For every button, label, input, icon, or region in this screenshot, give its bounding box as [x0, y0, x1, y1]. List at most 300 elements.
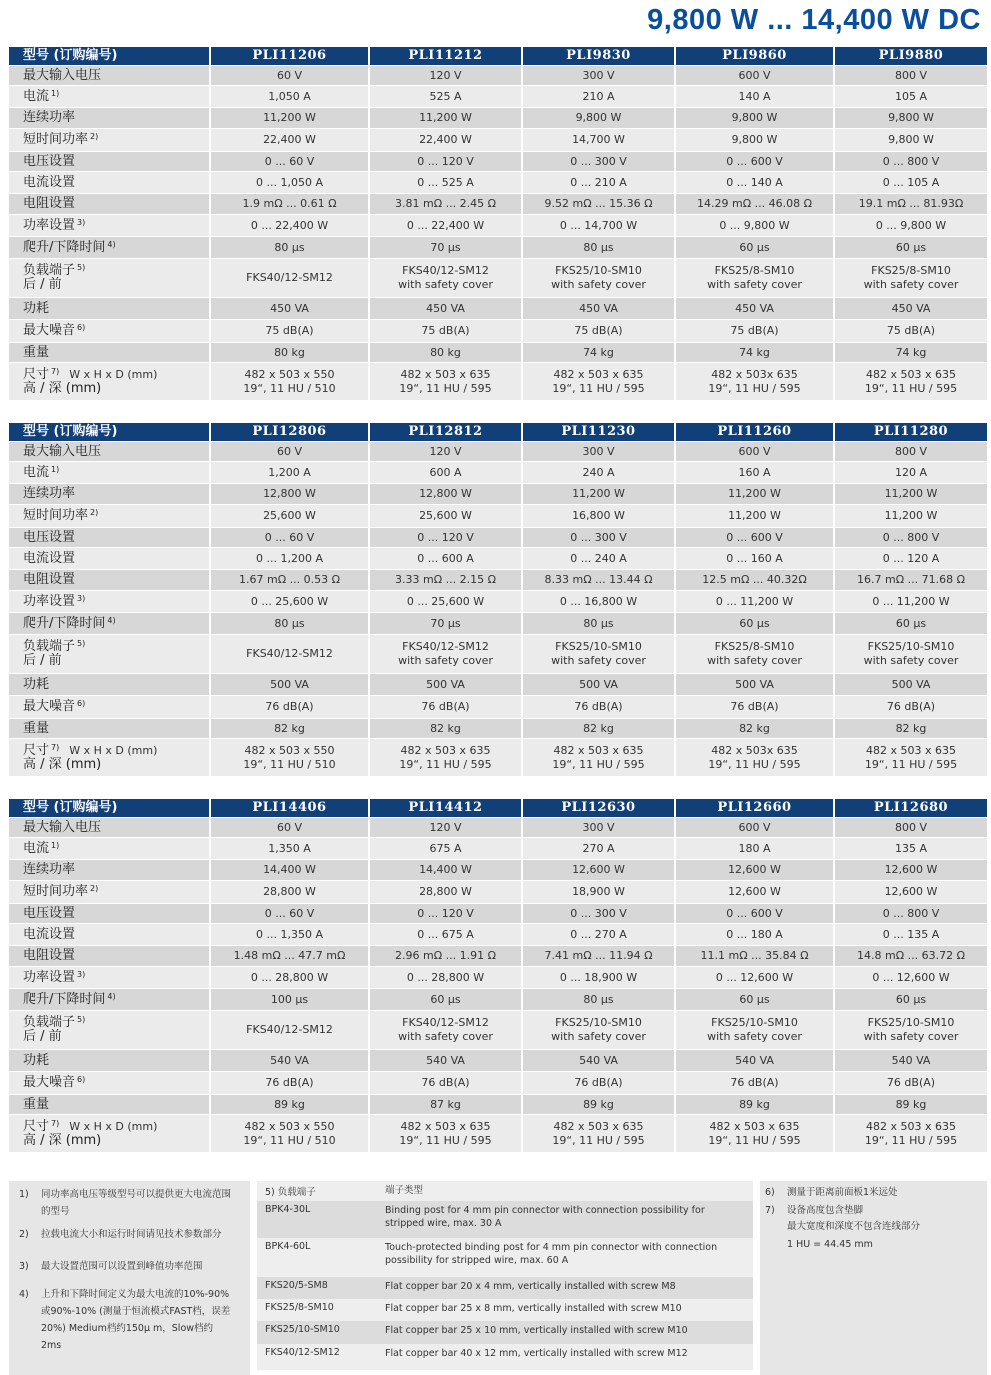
spec-value-text: 76 dB(A) — [886, 700, 936, 713]
spec-value-text: 0 ... 1,050 A — [256, 175, 323, 189]
spec-value-text: 540 VA — [579, 1053, 618, 1067]
spec-value — [368, 129, 521, 152]
spec-value — [833, 570, 987, 591]
spec-value-line2: with safety cover — [398, 654, 493, 667]
model-name: PLI9830 — [521, 47, 674, 66]
spec-value-text: FKS25/8-SM10 — [714, 264, 795, 277]
spec-value — [674, 259, 833, 298]
spec-value — [521, 591, 674, 613]
spec-row-noise — [9, 320, 987, 343]
spec-value-text: 87 kg — [430, 1097, 461, 1111]
spec-value — [521, 528, 674, 548]
row-label-text: 负载端子 — [23, 1015, 76, 1030]
row-label-text: 连续功率 — [23, 486, 76, 501]
row-label-text: 电压设置 — [23, 905, 76, 921]
spec-value — [521, 298, 674, 320]
spec-value — [209, 505, 368, 528]
spec-value-text: 482 x 503 x 635 — [553, 743, 644, 757]
spec-value — [521, 635, 674, 674]
spec-value — [521, 505, 674, 528]
spec-table — [9, 47, 987, 401]
spec-value-line2: with safety cover — [707, 278, 802, 291]
footnote-ref: 7) — [51, 742, 60, 752]
footnote-ref: 7) — [51, 1118, 60, 1128]
spec-value-text: 0 ... 180 A — [726, 927, 783, 941]
footnote-ref: 5) — [77, 263, 86, 272]
spec-value — [521, 1095, 674, 1115]
spec-value-text: 25,600 W — [419, 509, 472, 522]
spec-value — [368, 152, 521, 172]
spec-value-text: 9,800 W — [888, 111, 934, 124]
spec-value — [209, 818, 368, 838]
row-label — [9, 904, 209, 924]
spec-value-text: 482 x 503x 635 — [711, 743, 798, 757]
row-label-text: 爬升/下降时间 — [23, 239, 106, 255]
row-label — [9, 739, 209, 777]
model-label: 型号 (订购编号) — [9, 47, 209, 66]
spec-value — [833, 591, 987, 613]
spec-value-text: 0 ... 22,400 W — [406, 218, 485, 232]
spec-value — [209, 484, 368, 505]
spec-value — [674, 484, 833, 505]
spec-value-text: 14.29 mΩ ... 46.08 Ω — [697, 197, 812, 210]
row-label-text: 爬升/下降时间 — [23, 615, 106, 631]
spec-value — [209, 924, 368, 946]
spec-value-text: 22,400 W — [263, 133, 316, 146]
spec-value-text: 482 x 503 x 635 — [709, 1119, 800, 1133]
spec-value-text: 75 dB(A) — [265, 324, 314, 337]
spec-value — [209, 152, 368, 172]
row-label-text: 短时间功率 — [23, 884, 89, 899]
spec-value — [209, 320, 368, 343]
spec-value — [368, 696, 521, 719]
spec-row-max-voltage — [9, 66, 987, 86]
row-label — [9, 66, 209, 86]
spec-value — [368, 967, 521, 989]
spec-row-power-set — [9, 215, 987, 237]
row-label — [9, 1011, 209, 1050]
row-label-text: 电压设置 — [23, 529, 76, 545]
spec-value-text: 100 µs — [270, 992, 309, 1006]
spec-value-text: 76 dB(A) — [886, 1076, 936, 1089]
footnote-text: 最大设置范围可以设置到峰值功率范围 — [41, 1261, 203, 1272]
spec-value — [521, 320, 674, 343]
spec-value — [521, 719, 674, 739]
spec-value-text: 0 ... 28,800 W — [406, 970, 485, 984]
footnote-ref: 3) — [77, 217, 86, 227]
spec-row-volt-set — [9, 528, 987, 548]
spec-value-text: FKS25/10-SM10 — [555, 264, 642, 277]
terminal-table-header — [257, 1181, 753, 1201]
spec-row-short-power — [9, 129, 987, 152]
spec-value-text: 120 V — [429, 68, 462, 82]
spec-value-text: 300 V — [582, 68, 615, 82]
spec-value-text: 89 kg — [274, 1097, 305, 1111]
spec-value — [368, 924, 521, 946]
spec-value — [209, 215, 368, 237]
spec-value-text: 600 V — [738, 444, 771, 458]
row-label-text: 功率设置 — [23, 217, 76, 233]
spec-value-text: FKS40/12-SM12 — [402, 640, 489, 653]
spec-value — [833, 86, 987, 108]
row-label — [9, 989, 209, 1011]
row-label-text: 电阻设置 — [23, 948, 76, 963]
spec-value — [521, 570, 674, 591]
spec-value-text: 11,200 W — [728, 487, 781, 500]
spec-value — [368, 1072, 521, 1095]
spec-value-text: 120 V — [429, 820, 462, 834]
spec-value-text: 80 µs — [274, 616, 305, 630]
spec-value-text: 80 µs — [583, 240, 614, 254]
spec-value-text: 120 V — [429, 444, 462, 458]
spec-value-text: 9,800 W — [731, 111, 778, 124]
spec-value — [833, 343, 987, 363]
spec-value-text: 60 µs — [895, 616, 927, 630]
row-label-text: 短时间功率 — [23, 132, 89, 147]
row-label — [9, 548, 209, 570]
spec-value — [368, 881, 521, 904]
spec-row-power-set — [9, 967, 987, 989]
spec-value — [674, 739, 833, 777]
spec-value — [368, 172, 521, 194]
row-label — [9, 484, 209, 505]
spec-value-text: 0 ... 11,200 W — [872, 594, 950, 608]
spec-value — [368, 860, 521, 881]
spec-value — [674, 635, 833, 674]
spec-value-text: 14,400 W — [263, 863, 316, 876]
spec-value — [674, 904, 833, 924]
spec-value-text: 482 x 503 x 635 — [400, 1119, 491, 1133]
row-label — [9, 860, 209, 881]
spec-value — [368, 484, 521, 505]
spec-value-text: 14.8 mΩ ... 63.72 Ω — [857, 949, 965, 962]
spec-value-text: FKS40/12-SM12 — [246, 1023, 333, 1036]
spec-value-text: FKS40/12-SM12 — [402, 264, 489, 277]
spec-value — [209, 108, 368, 129]
row-label-text: 尺寸 — [23, 366, 50, 382]
spec-row-max-voltage — [9, 442, 987, 462]
spec-row-cont-power — [9, 860, 987, 881]
spec-value-line2: 19“, 11 HU / 595 — [708, 757, 801, 771]
footnote-ref: 1) — [51, 840, 60, 850]
spec-value — [521, 66, 674, 86]
spec-value-text: 76 dB(A) — [730, 700, 779, 713]
spec-value — [209, 462, 368, 484]
spec-value — [521, 967, 674, 989]
spec-value — [521, 548, 674, 570]
spec-row-consumption — [9, 674, 987, 696]
row-label-line2: 后 / 前 — [23, 1029, 62, 1044]
spec-value-text: 76 dB(A) — [265, 1076, 314, 1089]
row-label — [9, 613, 209, 635]
spec-value — [674, 946, 833, 967]
spec-value-text: FKS40/12-SM12 — [402, 1016, 489, 1029]
spec-value — [368, 320, 521, 343]
spec-value — [209, 967, 368, 989]
spec-value-text: 11,200 W — [728, 509, 781, 522]
spec-value-text: 82 kg — [739, 721, 770, 735]
footnote-text: 上升和下降时间定义为最大电流的10%-90%或90%-10% (测量于恒流模式FAST档，误差20%) Medium档约150µ m，Slow档约2ms — [41, 1289, 231, 1351]
spec-value-line2: 19“, 11 HU / 595 — [552, 381, 645, 395]
row-label-text: 最大输入电压 — [23, 819, 102, 835]
spec-table — [9, 799, 987, 1153]
spec-value-text: 500 VA — [891, 677, 931, 691]
row-label-text: 最大噪音 — [23, 323, 76, 338]
spec-value — [368, 1050, 521, 1072]
row-label-text: 短时间功率 — [23, 508, 89, 523]
spec-table — [9, 423, 987, 777]
spec-row-dims — [9, 1115, 987, 1153]
spec-value-text: 240 A — [582, 465, 615, 479]
spec-value-text: FKS40/12-SM12 — [246, 647, 333, 660]
spec-value-text: FKS25/10-SM10 — [555, 1016, 642, 1029]
spec-value — [521, 881, 674, 904]
row-label-text: 重量 — [23, 1096, 50, 1112]
spec-value — [674, 696, 833, 719]
spec-value — [833, 860, 987, 881]
spec-value — [209, 363, 368, 401]
spec-value-text: 0 ... 11,200 W — [715, 594, 794, 608]
row-label — [9, 363, 209, 401]
row-label — [9, 108, 209, 129]
page-title: 9,800 W ... 14,400 W DC — [647, 4, 981, 36]
spec-value-text: 80 kg — [430, 345, 461, 359]
spec-value-text: 70 µs — [430, 616, 461, 630]
model-name: PLI11230 — [521, 423, 674, 442]
spec-value — [209, 1050, 368, 1072]
row-label-line2: 高 / 深 (mm) — [23, 380, 102, 396]
spec-value — [521, 1072, 674, 1095]
row-label — [9, 570, 209, 591]
footnotes-right — [760, 1181, 987, 1375]
spec-value — [674, 320, 833, 343]
spec-row-weight — [9, 1095, 987, 1115]
footnote-ref: 2) — [90, 508, 99, 517]
spec-row-current — [9, 86, 987, 108]
row-label-text: 最大噪音 — [23, 699, 76, 714]
spec-value — [368, 237, 521, 259]
footnote-number: 4) — [19, 1289, 29, 1300]
spec-value — [521, 838, 674, 860]
spec-value-line2: with safety cover — [398, 278, 493, 291]
spec-value — [368, 259, 521, 298]
row-label-text: 最大噪音 — [23, 1075, 76, 1090]
spec-row-short-power — [9, 505, 987, 528]
model-name: PLI14406 — [209, 799, 368, 818]
spec-row-volt-set — [9, 152, 987, 172]
terminal-header-key: 5) 负载端子 — [265, 1187, 316, 1198]
spec-value-text: 450 VA — [270, 301, 309, 315]
spec-value — [521, 108, 674, 129]
footnote-ref: 3) — [77, 593, 86, 603]
spec-value-text: 135 A — [894, 841, 928, 855]
spec-value — [674, 719, 833, 739]
spec-value — [209, 591, 368, 613]
spec-value — [674, 548, 833, 570]
footnotes-left — [9, 1181, 250, 1375]
row-label-text: 连续功率 — [23, 110, 76, 125]
footnote-ref: 6) — [77, 323, 86, 332]
spec-value — [521, 860, 674, 881]
spec-value — [209, 570, 368, 591]
spec-value-text: 28,800 W — [263, 885, 316, 898]
spec-value-line2: 19“, 11 HU / 510 — [243, 1133, 336, 1147]
spec-value — [521, 924, 674, 946]
row-label — [9, 259, 209, 298]
spec-row-curr-set — [9, 924, 987, 946]
spec-value-line2: 19“, 11 HU / 595 — [399, 381, 492, 395]
row-label — [9, 86, 209, 108]
model-name: PLI12680 — [833, 799, 987, 818]
spec-row-res-set — [9, 570, 987, 591]
spec-value-text: 120 A — [894, 465, 928, 479]
spec-value-text: 1,050 A — [268, 89, 311, 103]
spec-value-text: 12,600 W — [728, 863, 781, 876]
spec-value-text: 60 µs — [430, 992, 461, 1006]
row-label — [9, 591, 209, 613]
row-label — [9, 719, 209, 739]
spec-value — [833, 818, 987, 838]
spec-value-text: 0 ... 12,600 W — [872, 970, 950, 984]
spec-value-text: 76 dB(A) — [574, 1076, 623, 1089]
spec-value — [833, 1050, 987, 1072]
spec-value — [521, 484, 674, 505]
spec-value-text: 0 ... 300 V — [570, 906, 627, 920]
row-label-text: 尺寸 — [23, 1118, 50, 1134]
spec-value-line2: with safety cover — [551, 278, 646, 291]
spec-value-text: FKS25/8-SM10 — [714, 640, 795, 653]
row-label — [9, 635, 209, 674]
spec-value-text: 16,800 W — [572, 509, 625, 522]
spec-value-text: 300 V — [582, 444, 615, 458]
terminal-types-table — [257, 1181, 753, 1375]
spec-value-text: 0 ... 800 V — [882, 906, 940, 920]
spec-value — [674, 989, 833, 1011]
spec-row-rise-fall — [9, 237, 987, 259]
spec-value — [368, 904, 521, 924]
model-name: PLI9860 — [674, 47, 833, 66]
row-label-text: 电流设置 — [23, 926, 76, 942]
model-label: 型号 (订购编号) — [9, 799, 209, 818]
spec-value — [674, 363, 833, 401]
spec-value-text: 12,800 W — [419, 487, 472, 500]
spec-value-text: 0 ... 25,600 W — [406, 594, 485, 608]
spec-value-line2: with safety cover — [398, 1030, 493, 1043]
row-label — [9, 1115, 209, 1153]
spec-row-dims — [9, 363, 987, 401]
spec-value — [521, 259, 674, 298]
spec-value-text: 1.48 mΩ ... 47.7 mΩ — [233, 949, 346, 962]
spec-value-text: 482 x 503 x 550 — [244, 1119, 335, 1133]
spec-value-text: 12,600 W — [884, 885, 938, 898]
row-label-text: 电流设置 — [23, 550, 76, 566]
spec-value-text: 180 A — [738, 841, 771, 855]
spec-value-text: 675 A — [429, 841, 462, 855]
spec-value-line2: 19“, 11 HU / 595 — [399, 1133, 492, 1147]
row-label-text: 电流 — [23, 840, 50, 856]
spec-value-text: 540 VA — [735, 1053, 774, 1067]
spec-value — [833, 613, 987, 635]
spec-value-text: 482 x 503 x 635 — [400, 743, 491, 757]
spec-value — [368, 66, 521, 86]
spec-value-text: 0 ... 140 A — [726, 175, 783, 189]
spec-value — [521, 818, 674, 838]
spec-value — [521, 194, 674, 215]
spec-value — [833, 237, 987, 259]
spec-value — [833, 320, 987, 343]
spec-value — [209, 343, 368, 363]
spec-value — [674, 86, 833, 108]
spec-value-text: 482 x 503 x 550 — [244, 367, 335, 381]
spec-value-text: 14,700 W — [572, 133, 625, 146]
spec-value — [209, 696, 368, 719]
spec-value — [209, 946, 368, 967]
row-label-line2: 高 / 深 (mm) — [23, 1132, 102, 1148]
spec-value — [209, 739, 368, 777]
spec-value-text: 0 ... 160 A — [726, 551, 783, 565]
spec-value — [674, 505, 833, 528]
spec-value-text: 0 ... 120 V — [417, 154, 474, 168]
row-label — [9, 320, 209, 343]
spec-value-text: 11,200 W — [263, 111, 316, 124]
spec-value-text: 600 V — [738, 68, 771, 82]
spec-value — [674, 570, 833, 591]
spec-value — [833, 635, 987, 674]
spec-value — [833, 881, 987, 904]
row-label — [9, 442, 209, 462]
terminal-type-desc: Flat copper bar 25 x 10 mm, vertically installed with screw M10 — [385, 1325, 688, 1336]
spec-value-text: 0 ... 16,800 W — [559, 594, 638, 608]
spec-value-text: 19.1 mΩ ... 81.93Ω — [858, 197, 964, 210]
row-label-text: 负载端子 — [23, 639, 76, 654]
row-label-text: 功率设置 — [23, 969, 76, 985]
spec-value — [674, 1050, 833, 1072]
terminal-type-desc: Flat copper bar 40 x 12 mm, vertically installed with screw M12 — [385, 1348, 688, 1359]
footnote-ref: 6) — [77, 1075, 86, 1084]
footnote-ref: 3) — [77, 969, 86, 979]
spec-value — [521, 674, 674, 696]
spec-value — [209, 1095, 368, 1115]
spec-value-text: 8.33 mΩ ... 13.44 Ω — [544, 573, 653, 586]
terminal-table-row — [257, 1201, 753, 1238]
spec-value — [521, 363, 674, 401]
spec-value-text: 600 V — [738, 820, 771, 834]
spec-value — [674, 298, 833, 320]
spec-value — [209, 172, 368, 194]
row-label — [9, 838, 209, 860]
spec-value — [674, 860, 833, 881]
spec-value — [833, 363, 987, 401]
spec-row-current — [9, 838, 987, 860]
footnote-ref: 4) — [107, 991, 116, 1001]
spec-value-line2: 19“, 11 HU / 595 — [864, 381, 958, 395]
spec-value — [368, 442, 521, 462]
spec-value — [521, 904, 674, 924]
spec-value — [368, 462, 521, 484]
spec-value — [521, 462, 674, 484]
terminal-type-code: FKS25/8-SM10 — [265, 1302, 334, 1313]
row-label — [9, 172, 209, 194]
spec-value-text: 0 ... 120 A — [882, 551, 940, 565]
footnote-number: 1) — [19, 1189, 29, 1200]
spec-value-text: 7.41 mΩ ... 11.94 Ω — [544, 949, 653, 962]
spec-value — [521, 129, 674, 152]
row-label — [9, 924, 209, 946]
row-label — [9, 818, 209, 838]
spec-value — [674, 1072, 833, 1095]
spec-value — [368, 108, 521, 129]
footnote-ref: 4) — [107, 239, 116, 249]
